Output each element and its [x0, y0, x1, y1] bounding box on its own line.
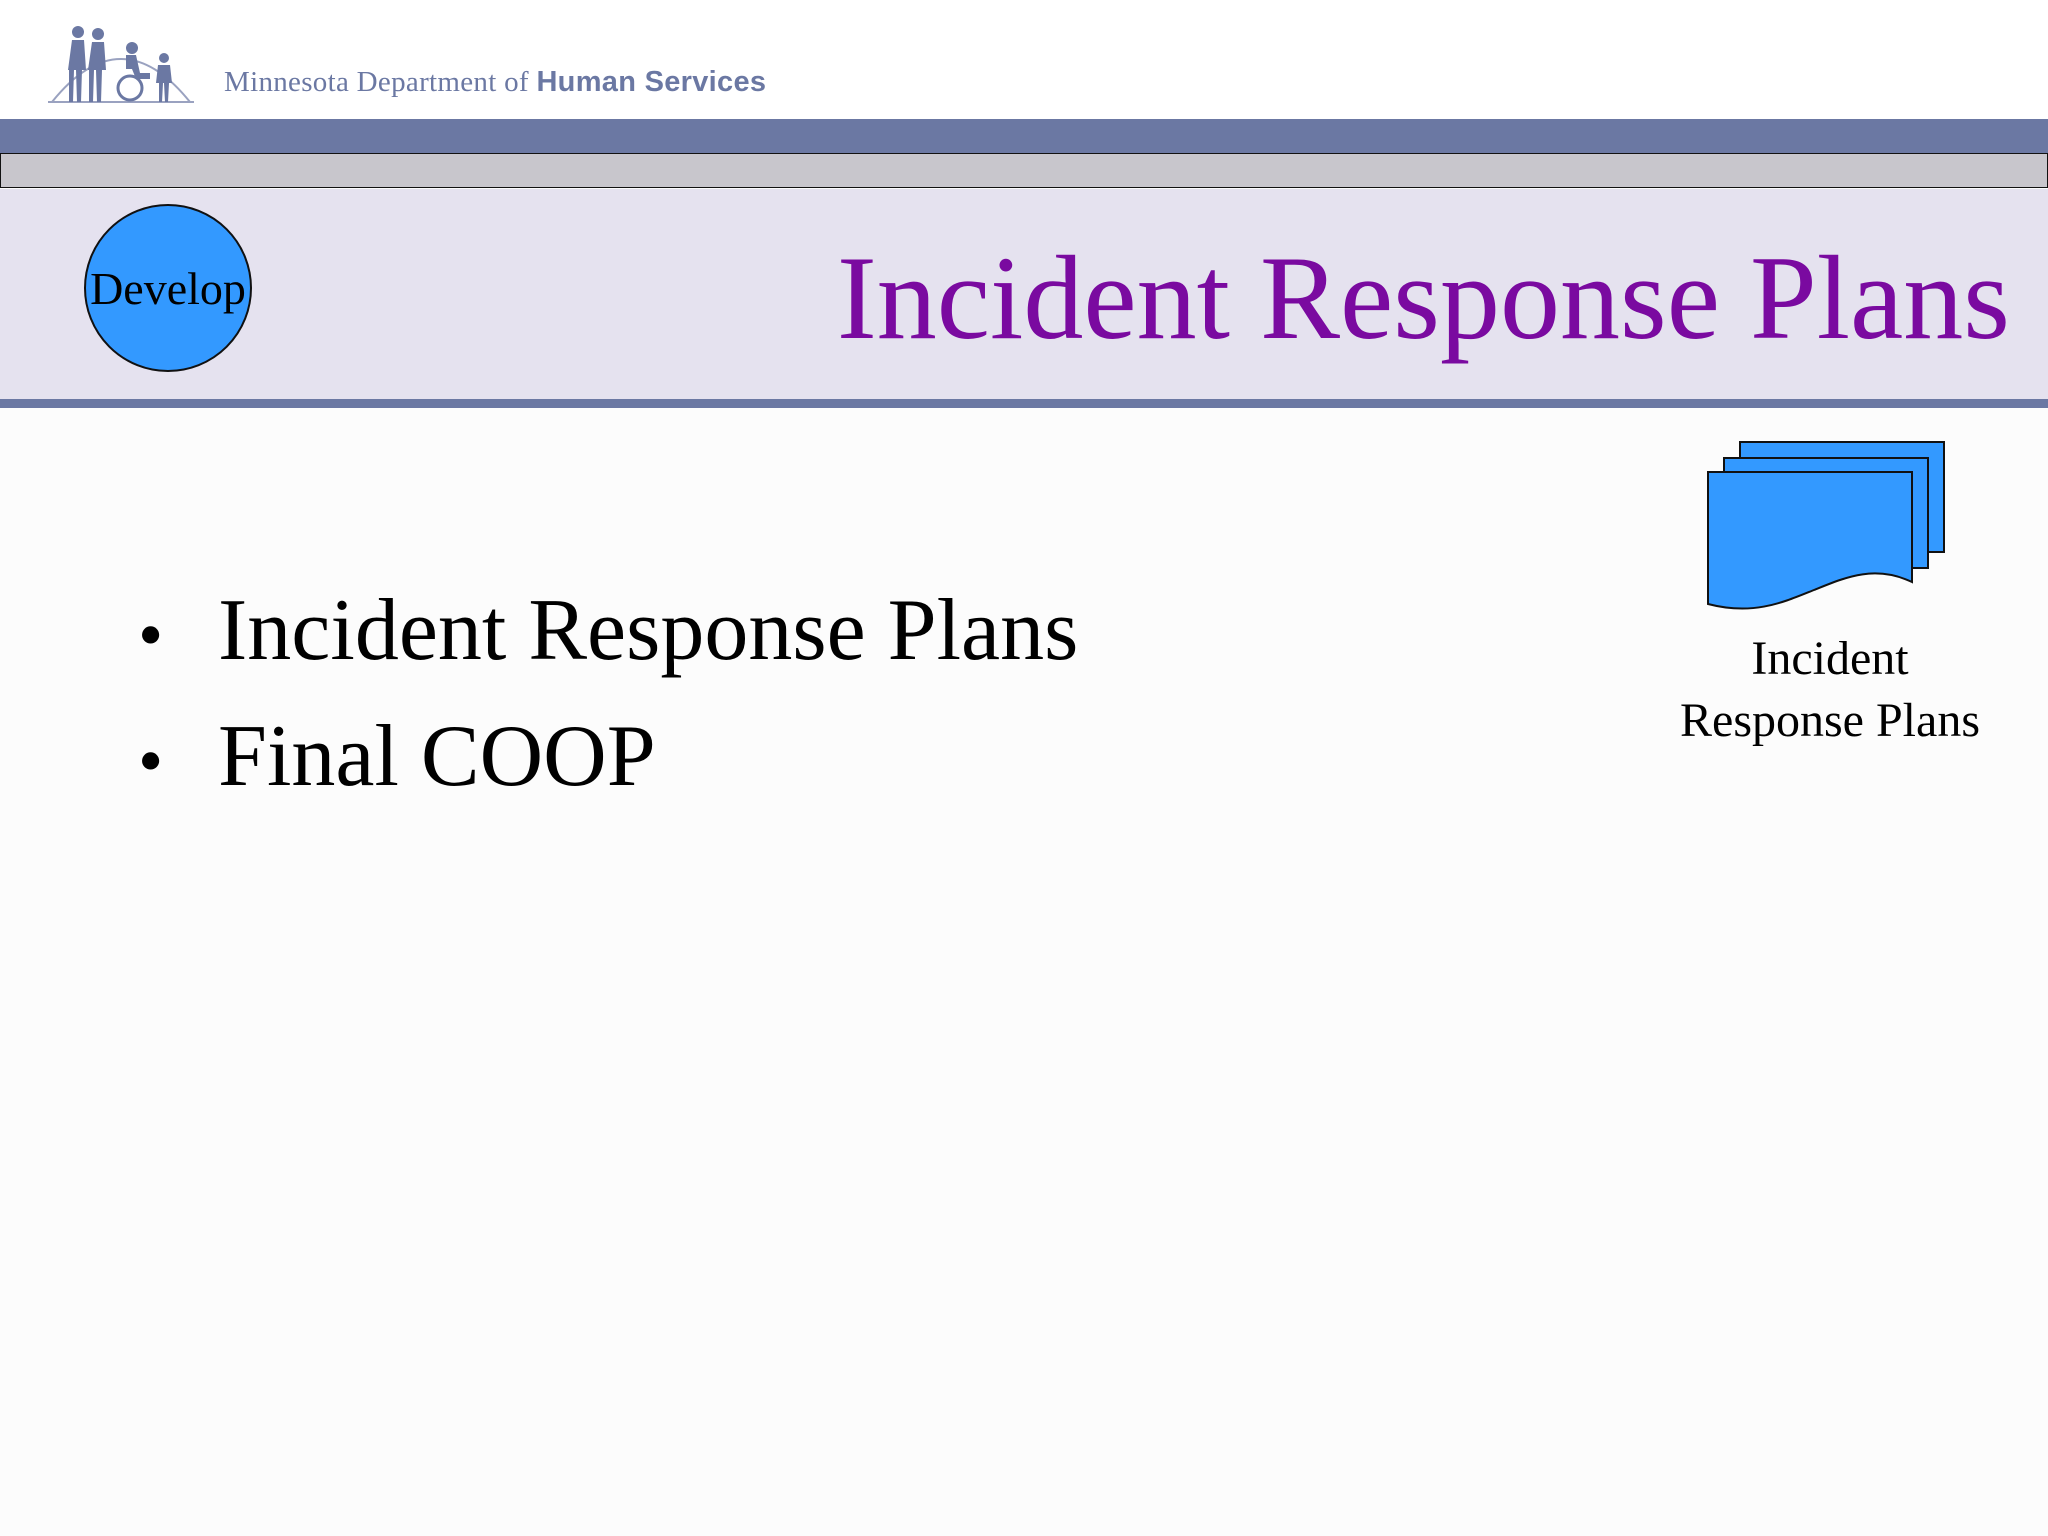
stage-label: Develop: [90, 262, 246, 314]
slide-title: Incident Response Plans: [836, 231, 2010, 364]
bullet-dot-icon: •: [138, 595, 164, 675]
family-silhouette-icon: [48, 22, 194, 106]
organization-name-bold: Human Services: [536, 66, 767, 98]
bullet-text: Final COOP: [218, 708, 656, 805]
title-divider: [0, 399, 2048, 408]
slide-header: [0, 0, 2048, 119]
bullet-dot-icon: •: [138, 721, 164, 801]
organization-name: [224, 66, 766, 99]
bullet-text: Incident Response Plans: [218, 582, 1079, 679]
bullet-item: [138, 696, 1078, 822]
stage-circle: [84, 204, 252, 372]
header-band: [0, 119, 2048, 153]
document-caption: Incident Response Plans: [1680, 632, 1980, 747]
bullet-list: [138, 570, 1078, 822]
bullet-item: [138, 570, 1078, 696]
organization-name-regular: Minnesota Department of: [224, 66, 529, 98]
multiple-documents-icon: [1704, 440, 1948, 618]
header-sub-band: [0, 153, 2048, 188]
